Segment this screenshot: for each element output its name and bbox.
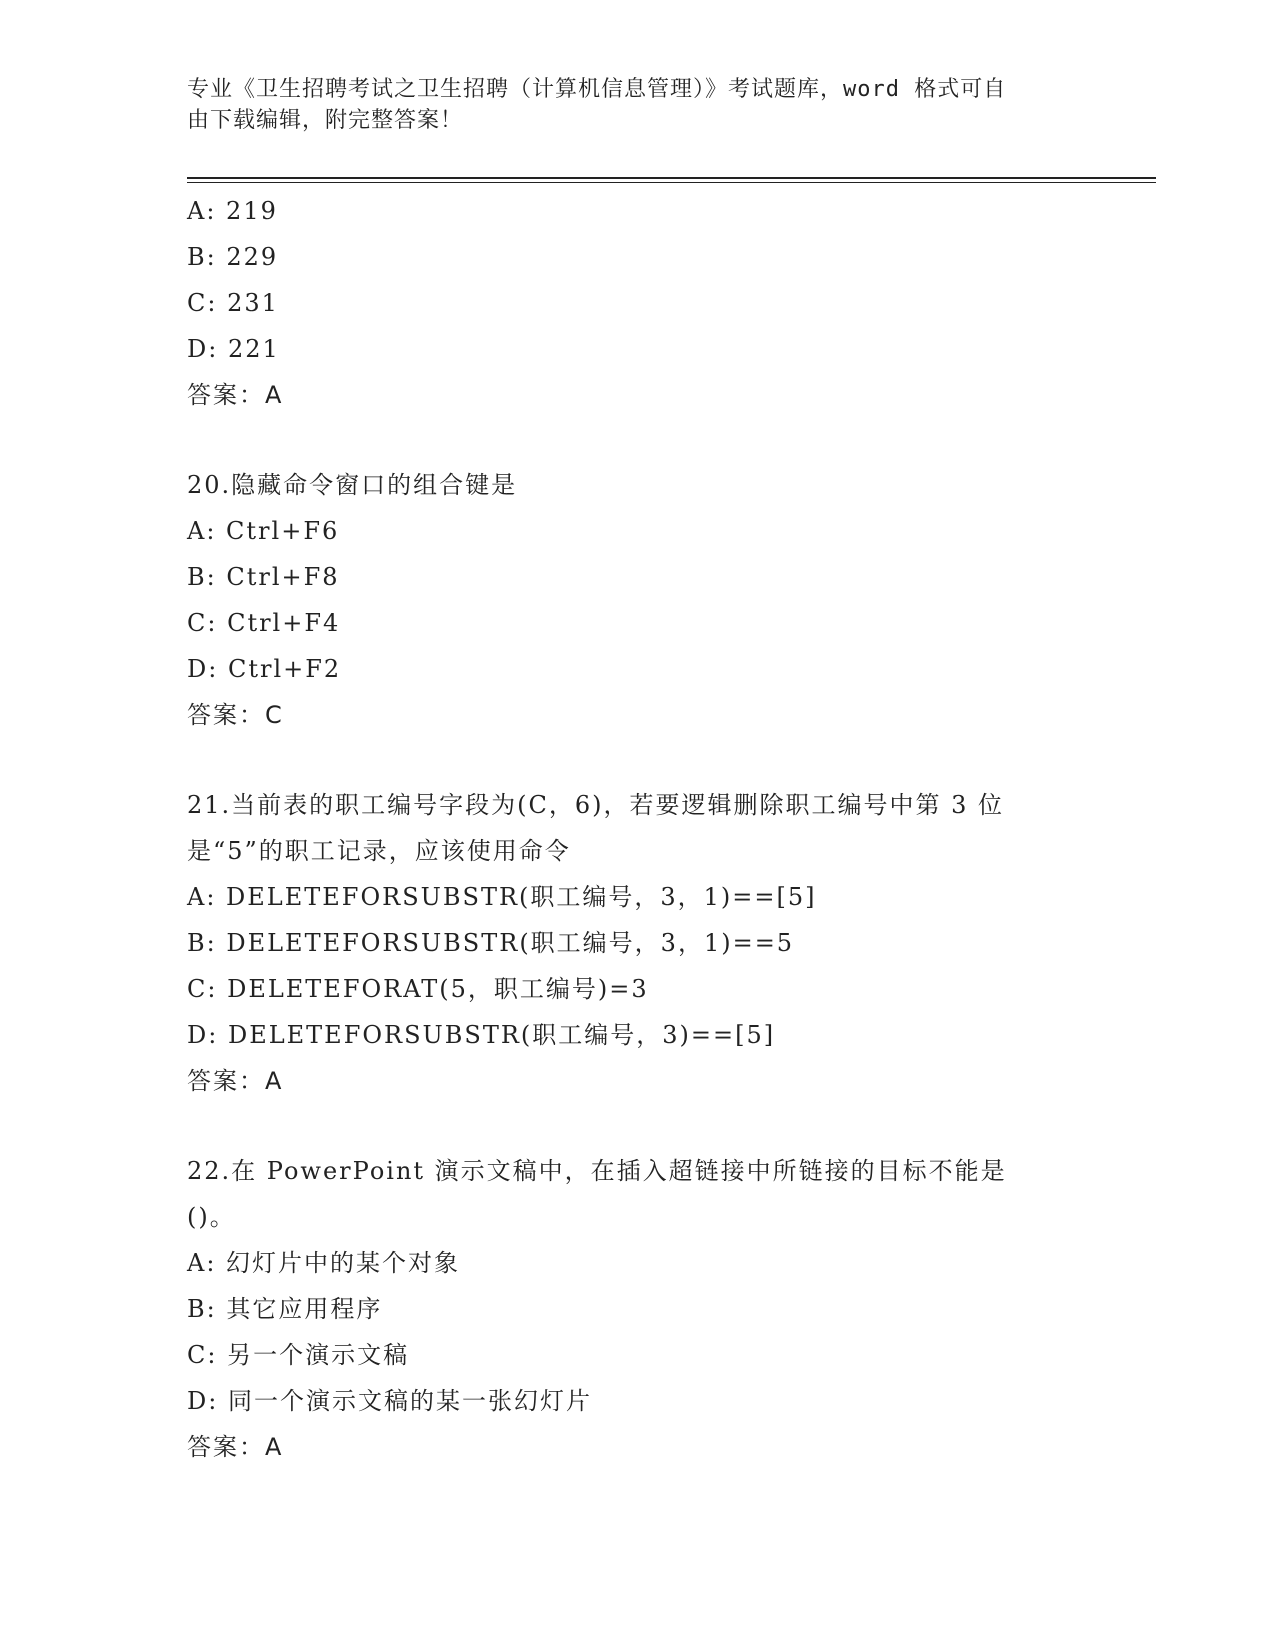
question-block-22 bbox=[187, 1148, 1067, 1470]
option-a: A: Ctrl+F6 bbox=[187, 517, 340, 545]
option-a: A: 219 bbox=[187, 197, 278, 225]
option-c: C: 231 bbox=[187, 289, 279, 317]
option-b: B: DELETEFORSUBSTR(职工编号，3，1)==5 bbox=[187, 929, 795, 957]
option-a: A: DELETEFORSUBSTR(职工编号，3，1)==[5] bbox=[187, 883, 817, 911]
question-block-prev bbox=[187, 188, 1067, 418]
header-intro-line-2: 由下载编辑，附完整答案！ bbox=[187, 108, 464, 133]
option-b: B: 其它应用程序 bbox=[187, 1295, 383, 1323]
option-b: B: Ctrl+F8 bbox=[187, 563, 340, 591]
option-d: D: 221 bbox=[187, 335, 280, 363]
spacer bbox=[187, 418, 1067, 462]
answer-line: 答案：A bbox=[187, 381, 284, 409]
spacer bbox=[187, 738, 1067, 782]
question-stem-line-2: ()。 bbox=[187, 1203, 236, 1231]
header-divider-thick bbox=[187, 177, 1156, 179]
question-stem: 20.隐藏命令窗口的组合键是 bbox=[187, 471, 518, 499]
header-intro-line-1: 专业《卫生招聘考试之卫生招聘（计算机信息管理）》考试题库，word 格式可自 bbox=[187, 77, 1007, 102]
option-a: A: 幻灯片中的某个对象 bbox=[187, 1249, 461, 1277]
document-header bbox=[187, 74, 1067, 136]
answer-line: 答案：A bbox=[187, 1067, 284, 1095]
answer-line: 答案：C bbox=[187, 701, 284, 729]
option-c: C: DELETEFORAT(5，职工编号)=3 bbox=[187, 975, 649, 1003]
answer-line: 答案：A bbox=[187, 1433, 284, 1461]
question-stem-line-2: 是“5”的职工记录，应该使用命令 bbox=[187, 837, 571, 865]
question-block-20 bbox=[187, 462, 1067, 738]
option-c: C: Ctrl+F4 bbox=[187, 609, 341, 637]
option-b: B: 229 bbox=[187, 243, 279, 271]
option-c: C: 另一个演示文稿 bbox=[187, 1341, 410, 1369]
question-list bbox=[187, 188, 1067, 1470]
question-block-21 bbox=[187, 782, 1067, 1104]
spacer bbox=[187, 1104, 1067, 1148]
header-divider-thin bbox=[187, 182, 1156, 183]
question-stem-line-1: 22.在 PowerPoint 演示文稿中，在插入超链接中所链接的目标不能是 bbox=[187, 1157, 1007, 1185]
question-stem-line-1: 21.当前表的职工编号字段为(C，6)，若要逻辑删除职工编号中第 3 位 bbox=[187, 791, 1005, 819]
option-d: D: Ctrl+F2 bbox=[187, 655, 342, 683]
option-d: D: 同一个演示文稿的某一张幻灯片 bbox=[187, 1387, 592, 1415]
option-d: D: DELETEFORSUBSTR(职工编号，3)==[5] bbox=[187, 1021, 776, 1049]
